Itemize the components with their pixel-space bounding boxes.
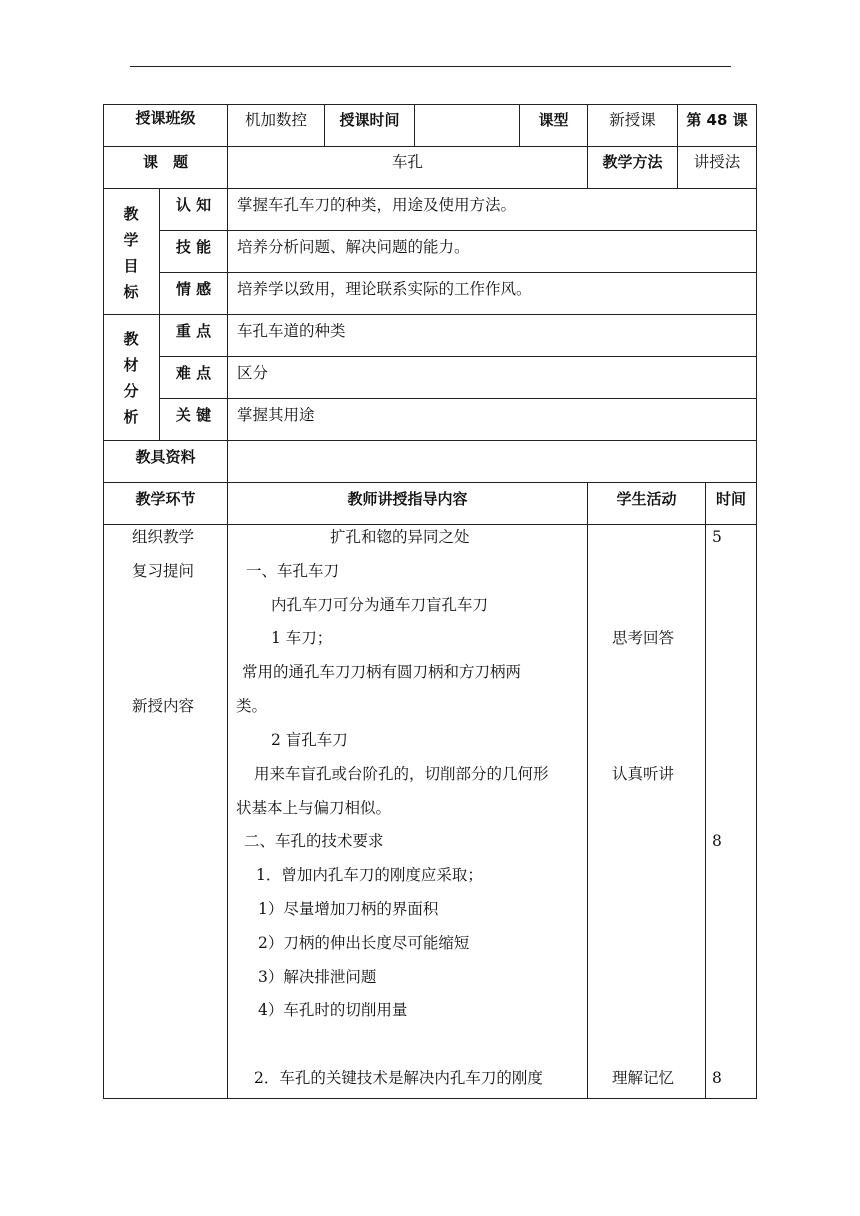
column-header-content: 教师讲授指导内容 [347, 489, 468, 508]
header-rule [130, 66, 731, 67]
content-line: 2．车孔的关键技术是解决内孔车刀的刚度 [254, 1069, 543, 1087]
tools-label: 教具资料 [135, 447, 196, 466]
objective-label-skill: 技 能 [175, 237, 212, 256]
tools-value [228, 435, 757, 477]
content-line: 1 车刀； [271, 629, 333, 647]
content-line: 4）车孔时的切削用量 [258, 1001, 408, 1019]
content-line: 二、车孔的技术要求 [244, 832, 384, 850]
type-value: 新授课 [609, 111, 656, 129]
content-line: 一、车孔车刀 [246, 562, 340, 580]
content-line: 扩孔和锪的异同之处 [330, 528, 470, 546]
analysis-text-key: 掌握其用途 [237, 406, 315, 424]
column-divider [587, 482, 588, 1098]
class-value: 机加数控 [244, 111, 307, 129]
column-header-stage: 教学环节 [135, 489, 196, 508]
topic-value: 车孔 [391, 153, 423, 171]
time-value: 8 [712, 1069, 722, 1087]
stage-new-content: 新授内容 [132, 697, 195, 715]
content-line: 状基本上与偏刀相似。 [236, 799, 392, 817]
student-activity: 理解记忆 [612, 1069, 675, 1087]
content-line: 用来车盲孔或台阶孔的，切削部分的几何形 [254, 765, 549, 783]
content-line: 1）尽量增加刀柄的界面积 [258, 900, 439, 918]
objective-label-emotion: 情 感 [175, 279, 212, 298]
row-divider [103, 524, 757, 525]
analysis-text-difficulty: 区分 [237, 364, 269, 382]
student-activity: 认真听讲 [612, 765, 675, 783]
analysis-label-difficulty: 难 点 [175, 363, 212, 382]
topic-label: 课 题 [142, 152, 188, 171]
objectives-group-label: 教 学 目 标 [123, 205, 139, 301]
column-header-time: 时间 [715, 489, 746, 508]
objective-label-cognition: 认 知 [175, 195, 212, 214]
student-activity: 思考回答 [612, 629, 675, 647]
stage-organize: 组织教学 [132, 528, 195, 546]
objective-text-skill: 培养分析问题、解决问题的能力。 [237, 238, 470, 256]
time-value [415, 98, 519, 140]
content-line: 类。 [236, 697, 268, 715]
time-value: 5 [712, 528, 722, 546]
content-line: 常用的通孔车刀刀柄有圆刀柄和方刀柄两 [242, 663, 522, 681]
table-border-left [103, 104, 104, 1098]
method-label: 教学方法 [602, 152, 663, 171]
analysis-text-key-point: 车孔车道的种类 [237, 322, 346, 340]
column-header-student: 学生活动 [616, 489, 677, 508]
content-line: 3）解决排泄问题 [258, 968, 377, 986]
table-border-bottom [103, 1098, 757, 1099]
time-value: 8 [712, 832, 722, 850]
analysis-group-label: 教 材 分 析 [123, 330, 139, 426]
content-line: 内孔车刀可分为通车刀盲孔车刀 [271, 596, 489, 614]
objective-text-cognition: 掌握车孔车刀的种类，用途及使用方法。 [237, 196, 517, 214]
type-label: 课型 [538, 110, 569, 129]
time-label: 授课时间 [339, 110, 400, 129]
column-divider [705, 482, 706, 1098]
lesson-number: 第 48 课 [686, 110, 748, 129]
stage-review: 复习提问 [132, 562, 195, 580]
content-line: 2 盲孔车刀 [271, 731, 348, 749]
analysis-label-key-point: 重 点 [175, 321, 212, 340]
class-label: 授课班级 [135, 108, 196, 127]
content-line: 2）刀柄的伸出长度尽可能缩短 [258, 934, 470, 952]
content-line: 1．曾加内孔车刀的刚度应采取； [256, 866, 483, 884]
analysis-label-key: 关 键 [175, 405, 212, 424]
objective-text-emotion: 培养学以致用，理论联系实际的工作作风。 [237, 280, 532, 298]
method-value: 讲授法 [693, 153, 741, 171]
